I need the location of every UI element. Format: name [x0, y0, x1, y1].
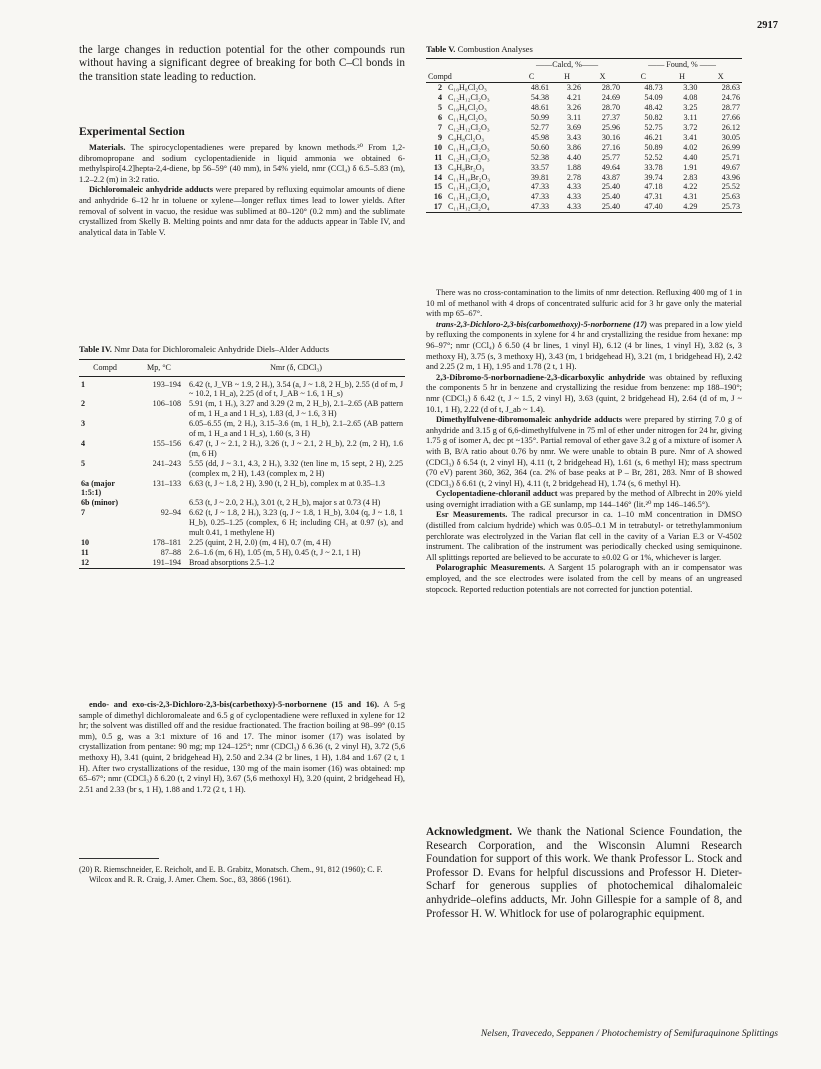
table-cell: 3.11: [683, 113, 698, 123]
table-cell: C₉H₈Br₂O₃: [448, 162, 485, 172]
table-cell: 52.52: [644, 152, 663, 162]
norbornene-text: A 5-g sample of dimethyl dichloromaleate and 6.5 g of cyclopentadiene were refluxed in xylene for 12 hr; the solvent was distilled off and the residue fractionated. The fraction boiling at 98–99° (0.15 mm), 0.5 g, was a 3:1 mixture of 16 and 17. The minor isomer (17) was isolated by crystallization from pentane: 90 mg; mp 124–125°; nmr (CDCl₃) δ 6.36 (t, 2 vinyl H), 3.72 (5,6 methoxy H), 3.41 (quint, 2 bridgehead H), 2.50 and 2.34 (2 br lines, 1 H), 1.84 and 1.67 (2 t, 1 H). After two crystallizations of the residue, 130 mg of the main isomer (16) was obtained: mp 65–67°; nmr (CDCl₃) δ 6.20 (t, 2 vinyl H), 3.67 (5,6 methoxyl H), 3.20 (quint, 2 bridgehead H), 2.51 and 2.33 (br s, 1 H), 1.88 and 1.72 (2 t, 1 H).: [79, 700, 406, 794]
table-row: [79, 508, 405, 538]
norbornene-section: [79, 700, 405, 795]
table-cell: 54.09: [644, 93, 663, 103]
table-cell-nmr: 2.25 (quint, 2 H, 2.0) (m, 4 H), 0.7 (m, 4 H): [189, 538, 331, 547]
table-cell: 25.71: [721, 152, 740, 162]
table-v-title: Combustion Analyses: [457, 44, 533, 54]
table-cell-compd: 10: [81, 538, 90, 547]
table-cell: 48.61: [530, 103, 550, 113]
table-cell: C₁₁H₈Cl₂O₃: [448, 113, 487, 123]
table-cell: 11: [434, 152, 442, 162]
table-cell: 25.40: [601, 192, 621, 202]
table-cell: 45.98: [530, 132, 550, 142]
table-v-header-found-c: C: [622, 71, 665, 83]
experimental-body: [79, 143, 405, 238]
table-v-header-compd: Compd: [426, 71, 512, 83]
table-row: [426, 143, 742, 153]
table-cell: C₁₁H₁₂Cl₂O₄: [448, 182, 490, 192]
table-cell-compd: 2: [81, 399, 86, 409]
table-cell: 30.16: [601, 132, 621, 142]
table-cell: 3.30: [683, 83, 698, 93]
table-cell-nmr: 6.05–6.55 (m, 2 Hᵥ), 3.15–3.6 (m, 1 H_b), 2.1–2.65 (AB pattern of m, 1 H_a and 1 H_s), 1.60 (s, 3 H): [189, 419, 403, 439]
table-cell: 52.77: [530, 123, 550, 133]
chloranil-text: was prepared by the method of Albrecht in 20% yield using overnight irradiation with a GE sunlamp, mp 144–146° (lit.²⁰ mp 146–146.5°).: [426, 489, 742, 509]
fulvene-text: were prepared by stirring 7.0 g of anhydride and 3.15 g of 6,6-dimethylfulvene in 75 ml of ether under nitrogen for 24 hr, giving 1.75 g of isomer A, dec pt ~135°. Partial removal of ether gave 3.2 g of a mixture of isomer A with B, B/A ratio about 0.76 by nmr. We were unable to obtain B pure. Nmr of A showed (CDCl₃) δ 6.54 (t, 2 vinyl H), 4.11 (t, 2 bridgehead H), 1.61 (s, 6 methyl H); mass spectrum (70 eV) parent 360, 362, 364 (ca. 2% of base peaks at P – Br, 281, 283. Nmr of B showed (CDCl₃) δ 6.61 (t, 2 vinyl H), 4.11 (t, 2 bridgehead H), 1.74 (s, 6 methyl H).: [426, 415, 742, 488]
polarographic-paragraph: [426, 563, 742, 595]
table-cell: 43.96: [721, 172, 740, 182]
table-cell-compd: 5: [81, 458, 86, 468]
table-row: [426, 123, 742, 133]
table-row: [426, 133, 742, 143]
table-cell: C₁₀H₈Cl₂O₃: [448, 83, 487, 93]
table-cell: 3.11: [567, 113, 581, 123]
table-cell-mp: 193–194: [152, 379, 181, 389]
table-cell-compd: 7: [81, 508, 86, 518]
norbornene-paragraph: [79, 700, 405, 795]
table-cell: 25.77: [601, 152, 621, 162]
table-cell: 14: [433, 172, 442, 182]
table-row: [426, 202, 742, 212]
table-cell: 2.78: [566, 172, 581, 182]
table-cell: C₁₁H₁₂Cl₂O₄: [448, 192, 490, 202]
table-cell: 33.78: [644, 162, 663, 172]
table-cell: 4.22: [683, 182, 698, 192]
table-cell-compd: 11: [81, 547, 89, 557]
table-cell: 25.63: [721, 192, 740, 202]
materials-text: The spirocyclopentadienes were prepared by known methods.²⁰ From 1,2-dibromopropane and sodium cyclopentadienide in liquid ammonia we obtained 6-methylspiro[4.2]hepta-2,4-diene, bp 56–59° (40 mm), in 54% yield, nmr (CCl₄) δ 6.5–5.83 (m), 1.2–2.2 (m) in 3:2 ratio.: [79, 143, 405, 184]
table-cell: 4.21: [566, 93, 581, 103]
table-cell: C₁₂H₁₂Cl₂O₃: [448, 93, 490, 103]
table-cell-nmr: 5.91 (m, 1 Hᵥ), 3.27 and 3.29 (2 m, 2 H_b), 2.1–2.65 (AB pattern of m, 1 H_a and 1 H_s), 1.83 (d, J ~ 1.6, 3 H): [189, 399, 403, 419]
table-row: [79, 538, 405, 548]
table-cell-compd: 6a (major 1:5:1): [81, 478, 115, 498]
adducts-paragraph: [79, 185, 405, 238]
table-cell: 26.99: [721, 142, 740, 152]
table-cell: 3.41: [683, 132, 698, 142]
table-cell: 43.87: [601, 172, 621, 182]
table-cell: 4.08: [683, 93, 698, 103]
table-cell-mp: 87–88: [160, 547, 181, 557]
table-cell: 25.73: [721, 202, 740, 212]
table-cell: 2: [437, 83, 442, 93]
table-v-group-calcd: ——Calcd, %——: [536, 59, 599, 69]
table-cell: 1.88: [566, 162, 581, 172]
table-cell: 17: [433, 202, 442, 212]
table-v-header-calc-x: X: [583, 71, 622, 83]
table-cell: 25.40: [601, 182, 621, 192]
table-row: [79, 419, 405, 439]
table-row: [426, 163, 742, 173]
table-cell: 4.29: [683, 202, 698, 212]
table-cell-nmr: 6.53 (t, J ~ 2.0, 2 Hᵥ), 3.01 (t, 2 H_b), major s at 0.73 (4 H): [189, 498, 381, 508]
table-cell: 3.86: [566, 142, 581, 152]
table-cell: C₁₂H₁₂Cl₂O₃: [448, 123, 490, 133]
footnote-rule: [79, 858, 159, 859]
table-cell: 3.26: [566, 83, 581, 93]
table-row: [79, 399, 405, 419]
table-cell: 27.37: [601, 113, 621, 123]
table-cell: 4.40: [566, 152, 581, 162]
table-cell: C₁₀H₈Cl₂O₃: [448, 103, 487, 113]
trans-text: was prepared in a low yield by refluxing the components in xylene for 4 hr and crystallizing the residue from hexane: mp 96–97°; nmr (CCl₄) δ 6.50 (4 br lines, 1 vinyl H), 6.12 (4 br lines, 1 vinyl H), 3.82 (s, 3 methoxy H), 3.75 (s, 3 methoxy H), 3.43 (m, 1 bridgehead H), 3.21 (m, 1 bridgehead H), 2.42 and 2.25 (2 m, 1 H), 1.95 and 1.78 (2 t, 1 H).: [426, 319, 743, 372]
table-cell: 47.33: [530, 182, 550, 192]
fulvene-paragraph: [426, 415, 742, 489]
table-cell-compd: 4: [81, 438, 86, 448]
esr-text: The radical precursor in ca. 1–10 mM concentration in DMSO (distilled from calcium hydride) which was 0.05–0.1 M in tetrabutyl- or tetrethylammonium perchlorate was electrolyzed in the Varian flat cell in the cavity of a Varian E.3 or V-4502 instrument. The calibration of the instrument was periodically checked using semiquinone. All splittings reported are believed to be accurate to ±0.02 G or 1%, whichever is larger.: [426, 510, 742, 562]
table-v-label: Table V.: [426, 44, 456, 54]
materials-head: Materials.: [89, 143, 126, 152]
table-cell: 25.40: [601, 202, 621, 212]
table-row: [426, 173, 742, 183]
table-cell: 46.21: [644, 132, 663, 142]
table-cell-nmr: 6.47 (t, J ~ 2.1, 2 Hᵥ), 3.26 (t, J ~ 2.1, 2 H_b), 2.2 (m, 2 H), 1.6 (m, 6 H): [189, 438, 403, 458]
table-iv-label: Table IV.: [79, 344, 112, 354]
table-cell: 54.38: [530, 93, 550, 103]
table-v-grid: [426, 58, 742, 214]
cross-contamination-paragraph: There was no cross-contamination to the limits of nmr detection. Refluxing 400 mg of 1 in 10 ml of methanol with 4 drops of concentrated sulfuric acid for 3 hr gave only the material with mp 65–67°.: [426, 288, 742, 319]
table-cell: 47.31: [644, 192, 663, 202]
footnote-20: (20) R. Riemschneider, E. Reicholt, and E. B. Grabitz, Monatsch. Chem., 91, 812 (1960); C. F. Wilcox and R. R. Craig, J. Amer. Chem. Soc., 83, 3866 (1961).: [79, 865, 383, 884]
table-cell: 25.52: [721, 182, 740, 192]
table-row: [79, 459, 405, 479]
table-iv-header-nmr: Nmr (δ, CDCl₃): [187, 359, 405, 376]
table-cell: 39.74: [644, 172, 663, 182]
table-cell-nmr: 6.42 (t, J_VB ~ 1.9, 2 Hᵥ), 3.54 (a, J ~ 1.8, 2 H_b), 2.55 (d of m, J ~ 10.2, 1 H_a), 2.25 (d of t, J_AB ~ 1.6, 1 H_s): [189, 379, 403, 399]
table-cell-mp: 92–94: [160, 508, 181, 518]
table-cell: 3.72: [683, 123, 698, 133]
table-cell: C₁₂H₁₂Cl₂O₃: [448, 152, 490, 162]
table-cell: 3.26: [566, 103, 581, 113]
table-v-body: [426, 83, 742, 213]
adducts-head: Dichloromaleic anhydride adducts: [89, 185, 213, 195]
page-number: 2917: [757, 20, 778, 31]
table-v-header-found-x: X: [699, 71, 742, 83]
table-cell: 50.60: [530, 142, 550, 152]
table-cell: 26.12: [721, 123, 740, 133]
table-cell: 47.18: [644, 182, 663, 192]
table-v-caption: [426, 44, 742, 55]
table-cell-mp: 241–243: [152, 458, 181, 468]
table-cell: 3.43: [566, 132, 581, 142]
table-cell: C₉H₈Cl₂O₃: [448, 132, 485, 142]
table-cell: 39.81: [530, 172, 550, 182]
section-heading: Experimental Section: [79, 126, 185, 138]
table-iv-caption: [79, 344, 405, 355]
acknowledgment: [426, 826, 742, 921]
table-cell: 7: [437, 123, 442, 133]
table-cell: C₁₁H₁₀Br₂O₃: [448, 172, 491, 182]
table-cell: 50.99: [530, 113, 550, 123]
table-cell: 4.31: [683, 192, 698, 202]
table-cell: 47.40: [644, 202, 663, 212]
table-iv-header-compd: Compd: [79, 359, 131, 376]
table-cell: 28.70: [601, 103, 621, 113]
table-cell: 1.91: [683, 162, 698, 172]
acknowledgment-head: Acknowledgment.: [426, 826, 513, 838]
table-cell: 4: [437, 93, 442, 103]
table-cell: 15: [433, 182, 442, 192]
table-cell: 27.66: [721, 113, 740, 123]
table-cell-mp: [131, 498, 187, 508]
table-cell: 27.16: [601, 142, 621, 152]
table-cell: 10: [433, 142, 442, 152]
table-cell: 30.05: [721, 132, 740, 142]
footnote: [79, 865, 405, 885]
table-iv: [79, 344, 405, 569]
table-cell: 49.67: [721, 162, 740, 172]
trans-paragraph: [426, 320, 742, 373]
table-iv-grid: [79, 359, 405, 569]
esr-head: Esr Measurements.: [436, 510, 508, 520]
dibromo-paragraph: [426, 373, 742, 415]
table-row: [79, 376, 405, 399]
table-cell-nmr: Broad absorptions 2.5–1.2: [189, 557, 275, 567]
table-row: [426, 103, 742, 113]
table-row: [79, 439, 405, 459]
table-cell: 49.64: [601, 162, 621, 172]
table-cell: 3.25: [683, 103, 698, 113]
table-cell-nmr: 6.62 (t, J ~ 1.8, 2 Hᵥ), 3.23 (q, J ~ 1.8, 1 H_b), 3.04 (q, J ~ 1.8, 1 H_b), 0.25–1.25 (complex, 6 H; including CH₃ at 0.97 (s), and mult 0.41, 1 methylene H): [189, 508, 403, 538]
table-cell: 6: [437, 113, 442, 123]
table-row: [426, 93, 742, 103]
table-cell: 4.33: [566, 202, 581, 212]
table-row: [79, 498, 405, 508]
table-cell: 3.69: [566, 123, 581, 133]
table-cell: 28.70: [601, 83, 621, 93]
trans-head: trans-2,3-Dichloro-2,3-bis(carbomethoxy)-5-norbornene (17): [436, 319, 648, 329]
table-v-header-found-h: H: [665, 71, 700, 83]
table-cell-mp: 191–194: [152, 557, 181, 567]
polarographic-head: Polarographic Measurements.: [436, 563, 546, 573]
chloranil-paragraph: [426, 489, 742, 510]
materials-paragraph: [79, 143, 405, 185]
table-iv-title: Nmr Data for Dichloromaleic Anhydride Diels–Alder Adducts: [114, 344, 329, 354]
table-cell: 28.63: [721, 83, 740, 93]
table-cell-compd: 3: [81, 419, 86, 429]
table-row: [79, 479, 405, 499]
table-row: [79, 548, 405, 558]
table-v-group-found: —— Found, % ——: [648, 59, 716, 69]
adducts-text: were prepared by refluxing equimolar amounts of diene and anhydride 6–12 hr in toluene or xylene—longer reflux times lead to lower yields. After removal of solvent in vacuo, the residue was sublimed at 80–120° (0.2 mm) and the sublimate crystallized from Skelly B. Melting points and nmr data for the adducts appear in Table IV, and analytical data in Table V.: [79, 185, 405, 237]
table-cell: 4.33: [566, 192, 581, 202]
dibromo-text: was obtained by refluxing the components 5 hr in benzene and crystallizing the residue from benzene: mp 188–190°; nmr (CDCl₃) δ 6.42 (t, J ~ 1.5, 2 vinyl H), 3.63 (quint, 2 bridgehead H), 2.64 (d of m, J ~ 10.1, 1 H), 2.22 (d of t, J_ab ~ 1.4).: [426, 372, 743, 414]
table-cell-mp: 178–181: [152, 538, 181, 547]
table-cell: 9: [437, 132, 442, 142]
table-cell: C₁₁H₁₂Cl₂O₄: [448, 202, 490, 212]
chloranil-head: Cyclopentadiene-chloranil adduct: [436, 489, 558, 499]
table-cell: 13: [433, 162, 442, 172]
polarographic-text: A Sargent 15 polarograph with an ir compensator was employed, and the sce electrodes were isolated from the cell by means of an ungreased stopcock. Reported reduction potentials are not corrected for junction potential.: [426, 563, 742, 594]
table-cell-mp: [131, 419, 187, 439]
table-cell: 52.38: [530, 152, 550, 162]
table-cell-nmr: 2.6–1.6 (m, 6 H), 1.05 (m, 5 H), 0.45 (t, J ~ 2.1, 1 H): [189, 547, 361, 557]
table-cell: 4.40: [683, 152, 698, 162]
table-row: [79, 558, 405, 568]
table-v-header-calc-h: H: [551, 71, 583, 83]
table-cell: 52.75: [644, 123, 663, 133]
table-row: [426, 182, 742, 192]
table-cell: 4.02: [683, 142, 698, 152]
table-cell: 24.69: [601, 93, 621, 103]
table-cell: 16: [433, 192, 442, 202]
table-cell: 28.77: [721, 103, 740, 113]
table-v-header-calc-c: C: [512, 71, 551, 83]
dibromo-head: 2,3-Dibromo-5-norbornadiene-2,3-dicarboxylic anhydride: [436, 372, 646, 382]
esr-paragraph: [426, 510, 742, 563]
table-cell: 47.33: [530, 202, 550, 212]
table-row: [426, 83, 742, 93]
table-v-header-blank: [426, 58, 512, 70]
table-cell: C₁₁H₁₀Cl₂O₃: [448, 142, 490, 152]
table-row: [426, 192, 742, 202]
table-cell: 48.61: [530, 83, 550, 93]
norbornene-head: endo- and exo-cis-2,3-Dichloro-2,3-bis(carbethoxy)-5-norbornene (15 and 16).: [89, 700, 380, 709]
right-column-body: [426, 288, 742, 595]
running-footer: Nelsen, Travecedo, Seppanen / Photochemistry of Semifuraquinone Splittings: [480, 1028, 778, 1039]
table-v: [426, 44, 742, 213]
table-cell: 4.33: [566, 182, 581, 192]
table-cell-mp: 155–156: [152, 438, 181, 448]
table-cell: 33.57: [530, 162, 550, 172]
table-cell-nmr: 5.55 (dd, J ~ 3.1, 4.3, 2 Hᵥ), 3.32 (ten line m, 15 sept, 2 H), 2.25 (complex m, 2 H), 1.43 (complex m, 2 H): [189, 458, 403, 478]
table-cell: 2.83: [683, 172, 698, 182]
table-cell-compd: 1: [81, 379, 86, 389]
table-cell-nmr: 6.63 (t, J ~ 1.8, 2 H), 3.90 (t, 2 H_b), complex m at 0.35–1.3: [189, 478, 385, 488]
table-row: [426, 153, 742, 163]
table-cell: 25.96: [601, 123, 621, 133]
table-cell: 47.33: [530, 192, 550, 202]
table-cell: 48.73: [644, 83, 663, 93]
table-cell: 50.89: [644, 142, 663, 152]
table-cell: 5: [437, 103, 442, 113]
intro-paragraph: the large changes in reduction potential for the other compounds run without having a significant degree of breaking for both C–Cl bonds in the transition state leading to reduction.: [79, 44, 405, 83]
table-cell: 50.82: [644, 113, 663, 123]
table-cell-mp: 131–133: [152, 478, 181, 488]
table-cell: 48.42: [644, 103, 663, 113]
acknowledgment-text: We thank the National Science Foundation, the Research Corporation, and the Wisconsin Alumni Research Foundation for support of this work. We thank Professor L. Stock and Professor D. Evans for helpful discussions and Professor H. Dieter-Scharf for generous supplies of photochemical dihalomaleic anhydride–olefins adducts, Mr. John Gillespie for a sample of 8, and Professor H. W. Whitlock for use of polarographic equipment.: [426, 826, 742, 920]
table-cell-compd: 12: [81, 557, 90, 567]
table-cell: 24.76: [721, 93, 740, 103]
fulvene-head: Dimethylfulvene-dibromomaleic anhydride adducts: [436, 415, 623, 425]
table-cell-compd: 6b (minor): [81, 498, 119, 508]
table-iv-header-mp: Mp, °C: [131, 359, 187, 376]
table-row: [426, 113, 742, 123]
table-iv-body: [79, 376, 405, 568]
table-cell-mp: 106–108: [152, 399, 181, 409]
